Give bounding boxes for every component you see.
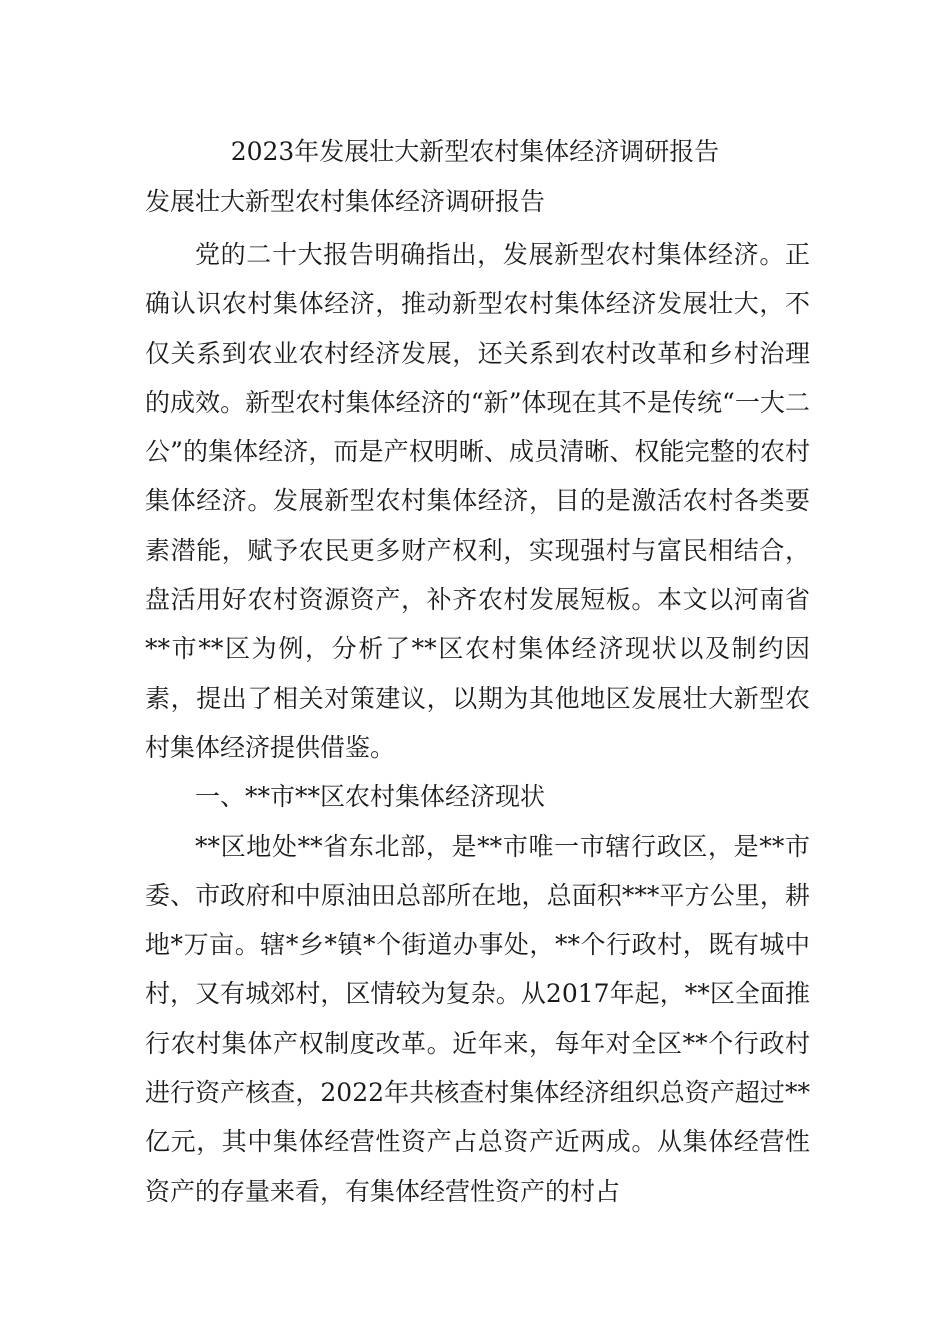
section-paragraph: **区地处**省东北部，是**市唯一市辖行政区，是**市委、市政府和中原油田总部所在地，总面积***平方公里，耕地*万亩。辖*乡*镇*个街道办事处，**个行政村，既有城中村，又有城郊村，区情较为复杂。从2017年起，**区全面推行农村集体产权制度改革。近年来，每年对全区**个行政村进行资产核查，2022年共核查村集体经济组织总资产超过**亿元，其中集体经营性资产占总资产近两成。从集体经营性资产的存量来看，有集体经营性资产的村占 [145,831,810,1206]
document-body [145,230,810,1216]
section-heading: 一、**市**区农村集体经济现状 [195,782,546,812]
intro-paragraph: 党的二十大报告明确指出，发展新型农村集体经济。正确认识农村集体经济，推动新型农村集体经济发展壮大，不仅关系到农业农村经济发展，还关系到农村改革和乡村治理的成效。新型农村集体经济的“新”体现在其不是传统“一大二公”的集体经济，而是产权明晰、成员清晰、权能完整的农村集体经济。发展新型农村集体经济，目的是激活农村各类要素潜能，赋予农民更多财产权利，实现强村与富民相结合，盘活用好农村资源资产，补齐农村发展短板。本文以河南省**市**区为例，分析了**区农村集体经济现状以及制约因素，提出了相关对策建议，以期为其他地区发展壮大新型农村集体经济提供借鉴。 [145,240,810,762]
document-title: 2023年发展壮大新型农村集体经济调研报告 [230,137,720,166]
document-subtitle: 发展壮大新型农村集体经济调研报告 [145,187,546,216]
